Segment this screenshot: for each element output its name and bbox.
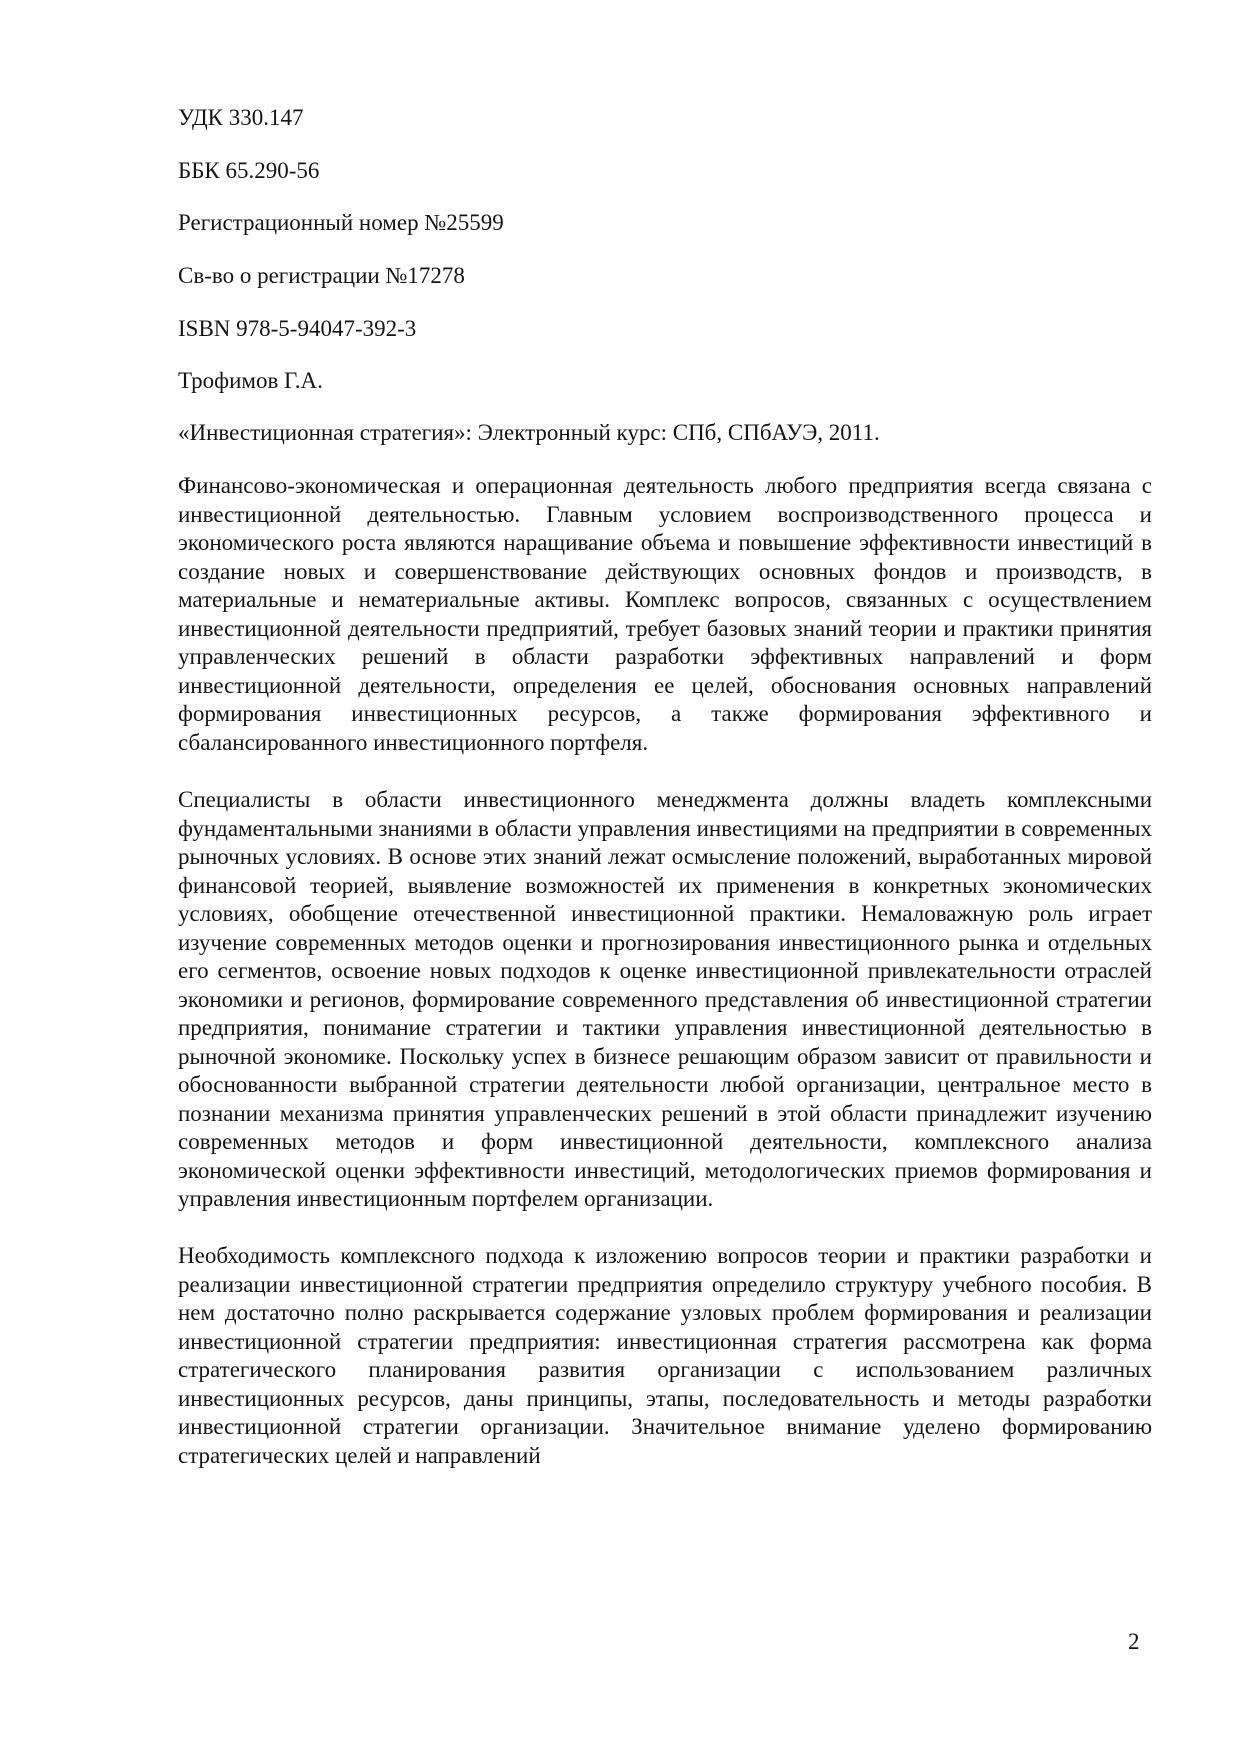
registration-number: Регистрационный номер №25599 [178, 210, 504, 235]
citation: «Инвестиционная стратегия»: Электронный курс: СПб, СПбАУЭ, 2011. [178, 420, 880, 445]
paragraph-1: Финансово-экономическая и операционная деятельность любого предприятия всегда связана с инвестиционной деятельностью. Главным условием воспроизводственного процесса и экономического роста являются наращивание объема и повышение эффективности инвестиций в создание новых и совершенствование действующих основных фондов и производств, в материальные и нематериальные активы. Комплекс вопросов, связанных с осуществлением инвестиционной деятельности предприятий, требует базовых знаний теории и практики принятия управленческих решений в области разработки эффективных направлений и форм инвестиционной деятельности, определения ее целей, обоснования основных направлений формирования инвестиционных ресурсов, а также формирования эффективного и сбалансированного инвестиционного портфеля. [178, 473, 1152, 755]
page-number: 2 [1128, 1629, 1140, 1654]
udk-code: УДК 330.147 [178, 105, 304, 130]
bbk-code: ББК 65.290-56 [178, 158, 320, 183]
paragraph-2: Специалисты в области инвестиционного менеджмента должны владеть комплексными фундаментальными знаниями в области управления инвестициями на предприятии в современных рыночных условиях. В основе этих знаний лежат осмысление положений, выработанных мировой финансовой теорией, выявление возможностей их применения в конкретных экономических условиях, обобщение отечественной инвестиционной практики. Немаловажную роль играет изучение современных методов оценки и прогнозирования инвестиционного рынка и отдельных его сегментов, освоение новых подходов к оценке инвестиционной привлекательности отраслей экономики и регионов, формирование современного представления об инвестиционной стратегии предприятия, понимание стратегии и тактики управления инвестиционной деятельностью в рыночной экономике. Поскольку успех в бизнесе решающим образом зависит от правильности и обоснованности выбранной стратегии деятельности любой организации, центральное место в познании механизма принятия управленческих решений в этой области принадлежит изучению современных методов и форм инвестиционной деятельности, комплексного анализа экономической оценки эффективности инвестиций, методологических приемов формирования и управления инвестиционным портфелем организации. [178, 787, 1152, 1211]
isbn: ISBN 978-5-94047-392-3 [178, 316, 417, 341]
paragraph-3: Необходимость комплексного подхода к изложению вопросов теории и практики разработки и реализации инвестиционной стратегии предприятия определило структуру учебного пособия. В нем достаточно полно раскрывается содержание узловых проблем формирования и реализации инвестиционной стратегии предприятия: инвестиционная стратегия рассмотрена как форма стратегического планирования развития организации с использованием различных инвестиционных ресурсов, даны принципы, этапы, последовательность и методы разработки инвестиционной стратегии организации. Значительное внимание уделено формированию стратегических целей и направлений [178, 1243, 1152, 1468]
author: Трофимов Г.А. [178, 368, 323, 393]
registration-certificate: Св-во о регистрации №17278 [178, 263, 465, 288]
